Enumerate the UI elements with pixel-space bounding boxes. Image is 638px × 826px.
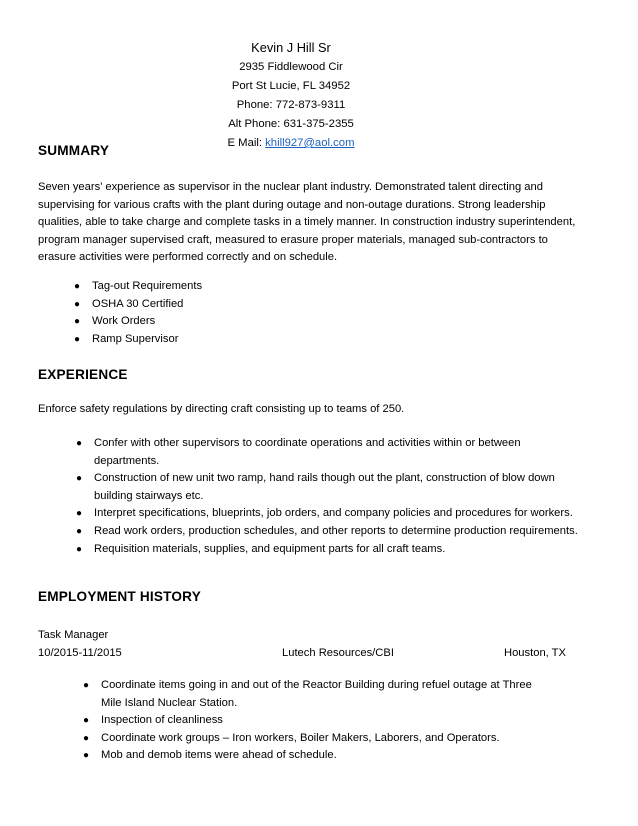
bullet-icon: ● — [74, 316, 81, 328]
list-item — [74, 331, 492, 349]
list-item — [83, 677, 551, 712]
bullet-icon: ● — [74, 281, 81, 292]
list-item-text: Coordinate items going in and out of the Reactor Building during refuel outage at Three Mile Island Nuclear Station. — [101, 679, 532, 709]
street-address: 2935 Fiddlewood Cir — [239, 61, 343, 73]
list-item — [76, 435, 584, 470]
job-dates: 10/2015-11/2015 — [38, 647, 122, 659]
email-line — [180, 134, 402, 153]
list-item — [76, 523, 584, 541]
experience-intro: Enforce safety regulations by directing craft consisting up to teams of 250. — [38, 403, 405, 415]
list-item-text: Work Orders — [92, 315, 156, 328]
bullet-icon: ● — [76, 543, 83, 555]
alt-phone-number: Alt Phone: 631-375-2355 — [228, 118, 354, 130]
list-item — [83, 730, 551, 748]
bullet-icon: ● — [83, 715, 90, 727]
list-item — [76, 470, 584, 505]
email-link[interactable]: khill927@aol.com — [265, 137, 355, 149]
summary-bullet-list — [74, 278, 492, 348]
list-item-text: Confer with other supervisors to coordinate operations and activities within or between departments. — [94, 437, 521, 467]
list-item-text: Mob and demob items were ahead of schedule. — [101, 749, 337, 762]
job-company: Lutech Resources/CBI — [282, 647, 394, 659]
list-item-text: Tag-out Requirements — [92, 280, 203, 292]
summary-heading: SUMMARY — [38, 143, 110, 158]
city-state-zip: Port St Lucie, FL 34952 — [231, 80, 351, 92]
list-item-text: Ramp Supervisor — [92, 332, 179, 345]
bullet-icon: ● — [76, 525, 83, 537]
bullet-icon: ● — [74, 333, 81, 345]
employment-bullet-list — [83, 677, 551, 765]
job-location: Houston, TX — [504, 647, 566, 659]
list-item-text: OSHA 30 Certified — [92, 297, 184, 310]
list-item-text: Construction of new unit two ramp, hand rails though out the plant, construction of blow down building stairways etc. — [94, 472, 555, 502]
bullet-icon: ● — [76, 438, 83, 449]
employment-heading: EMPLOYMENT HISTORY — [38, 589, 201, 604]
list-item — [83, 747, 551, 765]
contact-block — [180, 38, 402, 153]
list-item — [83, 712, 551, 730]
bullet-icon: ● — [76, 473, 83, 485]
person-name: Kevin J Hill Sr — [251, 40, 331, 55]
bullet-icon: ● — [83, 750, 90, 762]
bullet-icon: ● — [83, 680, 90, 691]
bullet-icon: ● — [83, 732, 90, 744]
list-item — [74, 296, 492, 314]
phone-number: Phone: 772-873-9311 — [236, 99, 346, 111]
list-item-text: Interpret specifications, blueprints, job orders, and company policies and procedures for workers. — [94, 507, 573, 520]
list-item-text: Inspection of cleanliness — [101, 714, 223, 727]
list-item — [74, 313, 492, 331]
experience-bullet-list — [76, 435, 584, 558]
job-title: Task Manager — [38, 629, 109, 641]
bullet-icon: ● — [76, 508, 83, 520]
list-item — [76, 505, 584, 523]
experience-heading: EXPERIENCE — [38, 367, 128, 382]
list-item-text: Coordinate work groups – Iron workers, Boiler Makers, Laborers, and Operators. — [101, 731, 500, 744]
list-item — [76, 541, 584, 559]
bullet-icon: ● — [74, 298, 81, 310]
list-item — [74, 278, 492, 296]
summary-text: Seven years’ experience as supervisor in the nuclear plant industry. Demonstrated talent directing and supervising for various crafts with the plant during outage and non-outage durations. Strong leadership qualities, able to take charge and complete tasks in a timely manner. In construction industry superintendent, program manager supervised craft, measured to erasure proper materials, managed sub-contractors to erasure activities were performed correctly and on schedule. — [38, 181, 576, 264]
list-item-text: Read work orders, production schedules, and other reports to determine production requirements. — [94, 524, 578, 537]
list-item-text: Requisition materials, supplies, and equipment parts for all craft teams. — [94, 542, 446, 555]
email-label: E Mail: — [227, 137, 266, 149]
